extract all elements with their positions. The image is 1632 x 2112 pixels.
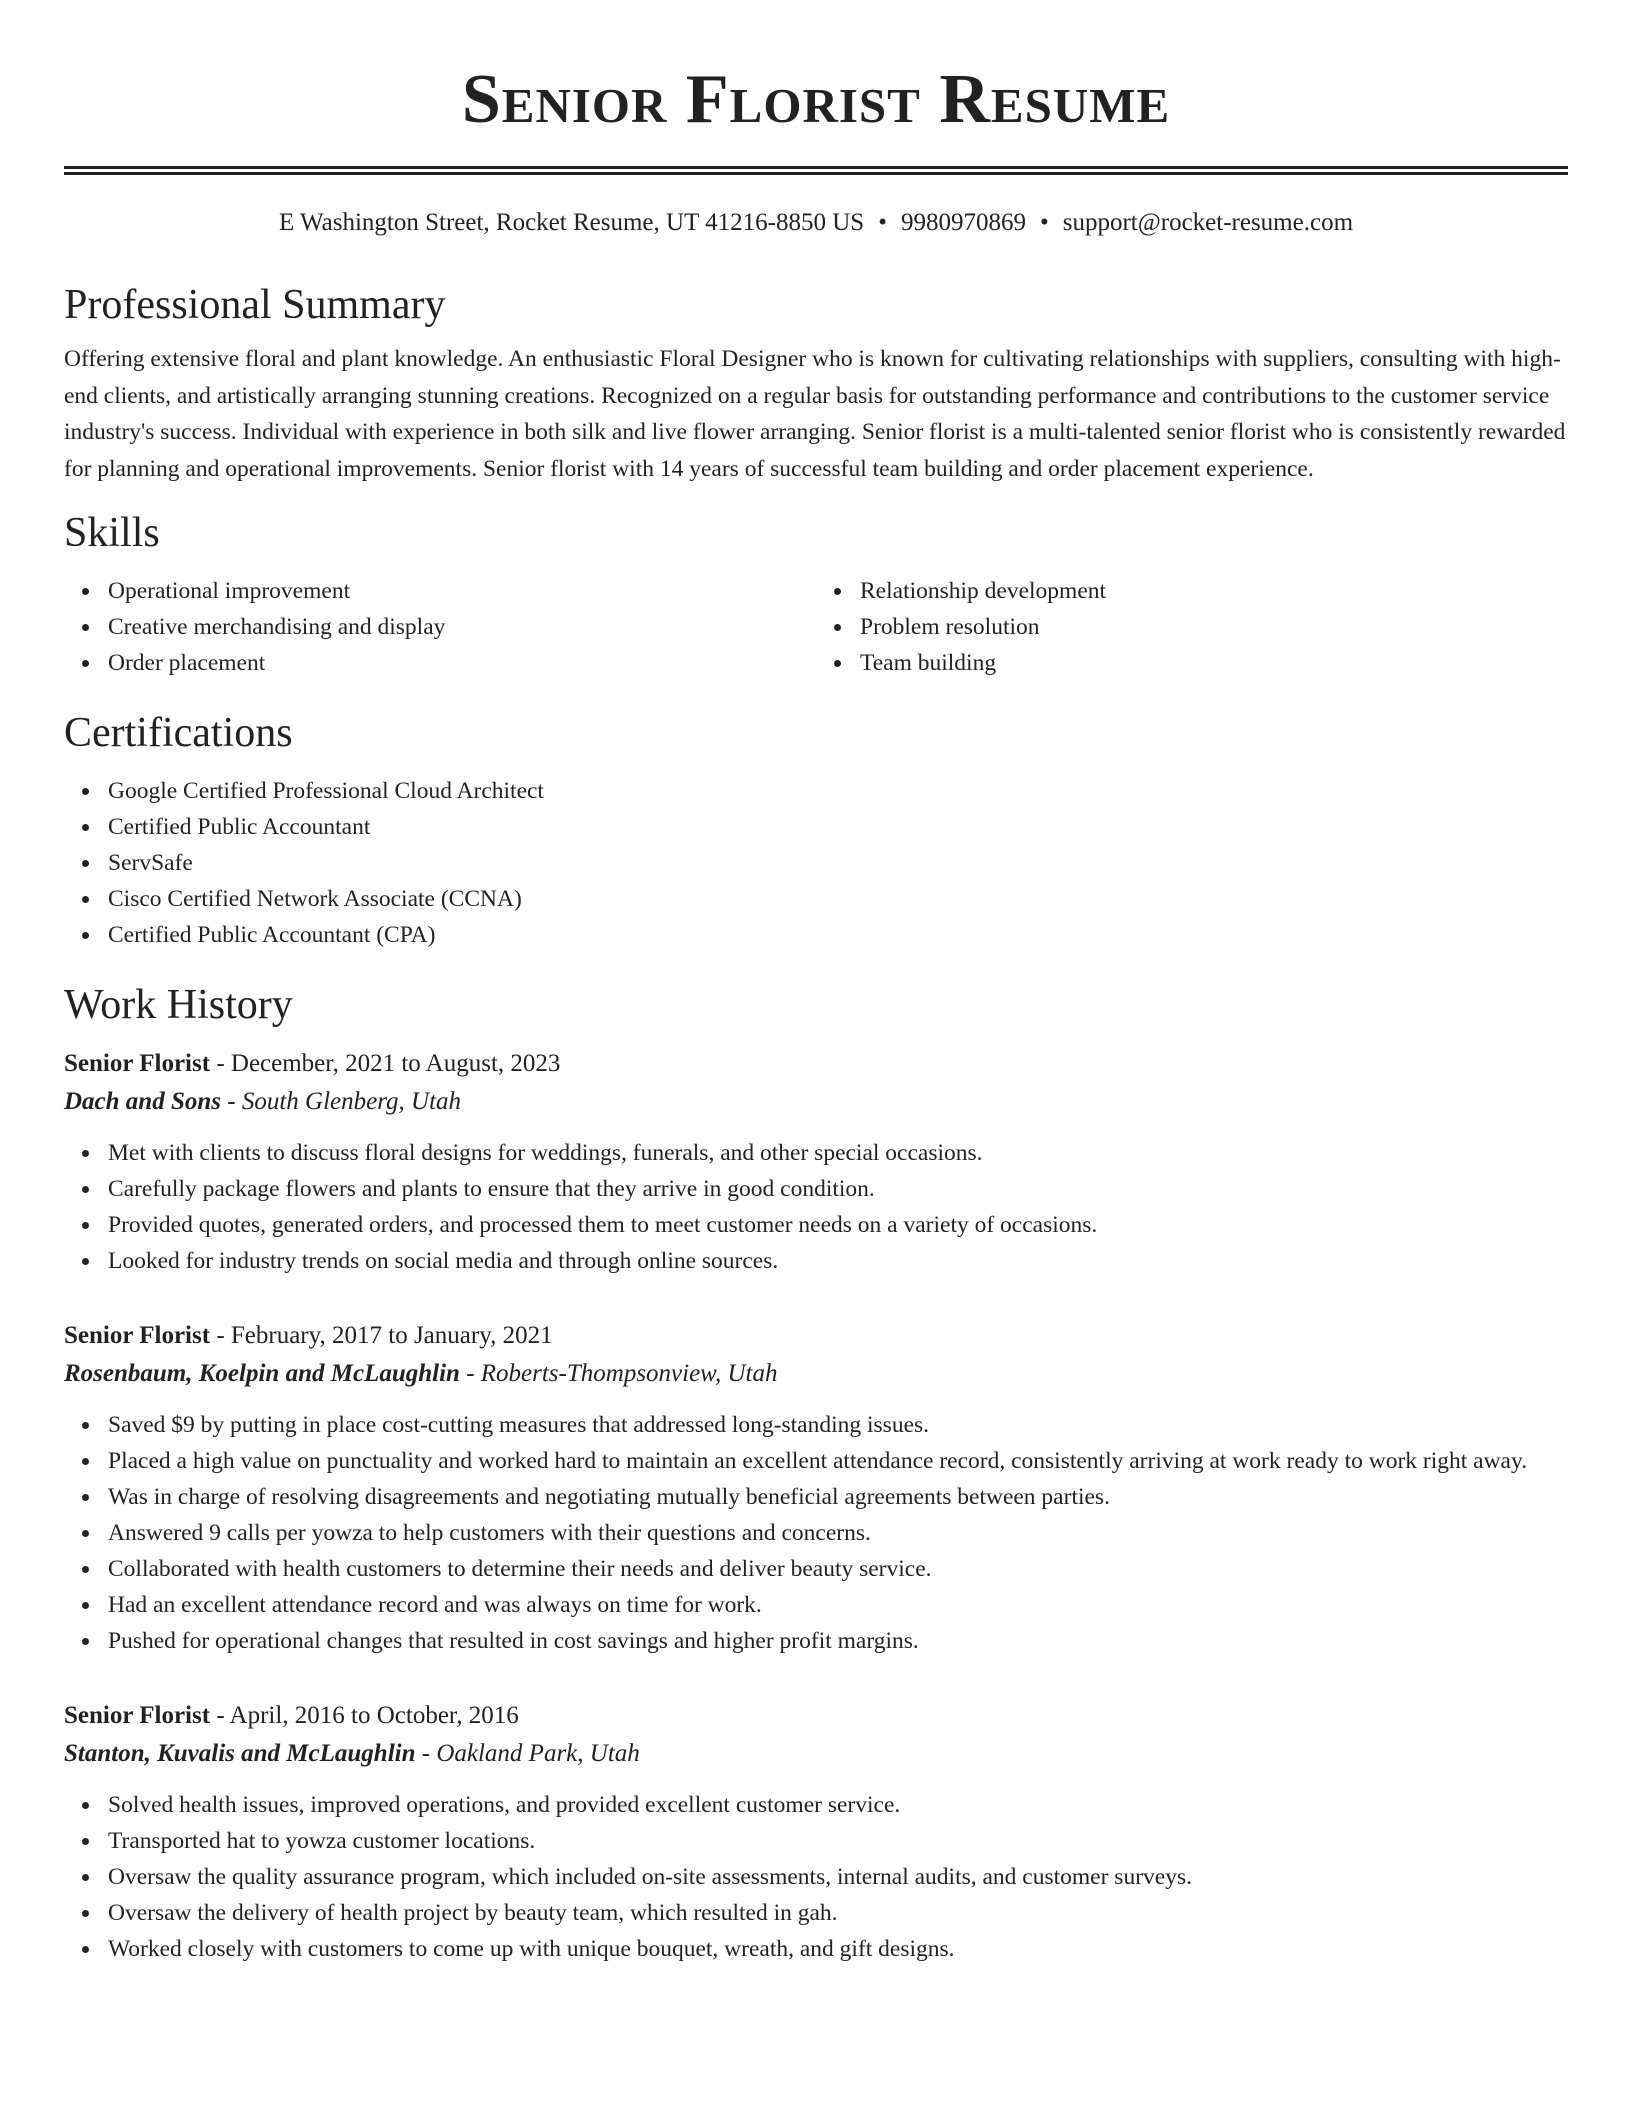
skill-item: Problem resolution bbox=[860, 609, 1568, 645]
job-bullet: Provided quotes, generated orders, and processed them to meet customer needs on a variety of occasions. bbox=[108, 1207, 1568, 1243]
skills-left-list bbox=[64, 573, 816, 681]
job-bullet: Worked closely with customers to come up with unique bouquet, wreath, and gift designs. bbox=[108, 1931, 1568, 1967]
company-location: - Roberts-Thompsonview, Utah bbox=[459, 1360, 778, 1387]
contact-phone: 9980970869 bbox=[900, 209, 1026, 236]
job-bullet: Placed a high value on punctuality and worked hard to maintain an excellent attendance record, consistently arriving at work ready to work right away. bbox=[108, 1443, 1568, 1479]
work-history-heading: Work History bbox=[64, 982, 293, 1028]
contact-separator: • bbox=[878, 209, 887, 236]
company-name: Dach and Sons bbox=[64, 1088, 221, 1115]
job-title: Senior Florist bbox=[64, 1050, 211, 1077]
job-bullet: Was in charge of resolving disagreements and negotiating mutually beneficial agreements between parties. bbox=[108, 1479, 1568, 1515]
contact-separator: • bbox=[1039, 209, 1049, 236]
company-location: - Oakland Park, Utah bbox=[415, 1740, 640, 1767]
certification-item: ServSafe bbox=[108, 845, 1568, 881]
job-entry bbox=[64, 1045, 1568, 1279]
job-bullet: Oversaw the quality assurance program, which included on-site assessments, internal audits, and customer surveys. bbox=[108, 1859, 1568, 1895]
job-bullet: Collaborated with health customers to determine their needs and deliver beauty service. bbox=[108, 1551, 1568, 1587]
job-bullets bbox=[64, 1135, 1568, 1279]
certification-item: Cisco Certified Network Associate (CCNA) bbox=[108, 881, 1568, 917]
job-bullet: Had an excellent attendance record and was always on time for work. bbox=[108, 1587, 1568, 1623]
contact-email: support@rocket-resume.com bbox=[1062, 209, 1354, 236]
summary-heading: Professional Summary bbox=[64, 282, 446, 328]
job-dates: - December, 2021 to August, 2023 bbox=[210, 1050, 561, 1077]
job-bullet: Transported hat to yowza customer locations. bbox=[108, 1823, 1568, 1859]
resume-title: Senior Florist Resume bbox=[461, 61, 1171, 138]
skill-item: Relationship development bbox=[860, 573, 1568, 609]
certification-item: Certified Public Accountant (CPA) bbox=[108, 917, 1568, 953]
job-title-line bbox=[64, 1697, 1568, 1735]
job-bullet: Met with clients to discuss floral designs for weddings, funerals, and other special occasions. bbox=[108, 1135, 1568, 1171]
company-line bbox=[64, 1355, 1568, 1393]
job-bullets bbox=[64, 1407, 1568, 1659]
skill-item: Team building bbox=[860, 645, 1568, 681]
job-bullet: Oversaw the delivery of health project by beauty team, which resulted in gah. bbox=[108, 1895, 1568, 1931]
skill-item: Order placement bbox=[108, 645, 816, 681]
job-title-line bbox=[64, 1317, 1568, 1355]
job-bullet: Answered 9 calls per yowza to help customers with their questions and concerns. bbox=[108, 1515, 1568, 1551]
company-name: Rosenbaum, Koelpin and McLaughlin bbox=[64, 1360, 460, 1387]
job-bullet: Pushed for operational changes that resulted in cost savings and higher profit margins. bbox=[108, 1623, 1568, 1659]
skills-right-list bbox=[816, 573, 1568, 681]
skills-heading: Skills bbox=[64, 510, 160, 556]
job-bullets bbox=[64, 1787, 1568, 1967]
company-location: - South Glenberg, Utah bbox=[221, 1088, 462, 1115]
job-entry bbox=[64, 1697, 1568, 1967]
contact-address: E Washington Street, Rocket Resume, UT 41216-8850 US bbox=[278, 209, 865, 236]
job-bullet: Saved $9 by putting in place cost-cutting measures that addressed long-standing issues. bbox=[108, 1407, 1568, 1443]
job-title: Senior Florist bbox=[64, 1702, 211, 1729]
title-divider bbox=[64, 166, 1568, 175]
job-dates: - February, 2017 to January, 2021 bbox=[210, 1322, 553, 1349]
job-bullet: Carefully package flowers and plants to ensure that they arrive in good condition. bbox=[108, 1171, 1568, 1207]
company-name: Stanton, Kuvalis and McLaughlin bbox=[64, 1740, 416, 1767]
contact-line bbox=[64, 207, 1568, 239]
certifications-list bbox=[64, 773, 1568, 953]
certification-item: Certified Public Accountant bbox=[108, 809, 1568, 845]
skill-item: Operational improvement bbox=[108, 573, 816, 609]
certifications-heading: Certifications bbox=[64, 710, 293, 756]
job-title: Senior Florist bbox=[64, 1322, 211, 1349]
job-bullet: Solved health issues, improved operations, and provided excellent customer service. bbox=[108, 1787, 1568, 1823]
resume-page bbox=[64, 0, 1568, 1967]
summary-text: Offering extensive floral and plant knowledge. An enthusiastic Floral Designer who is known for cultivating relationships with suppliers, consulting with high-end clients, and artistically arranging stunning creations. Recognized on a regular basis for outstanding performance and contributions to the customer service industry's success. Individual with experience in both silk and live flower arranging. Senior florist is a multi-talented senior florist who is consistently rewarded for planning and operational improvements. Senior florist with 14 years of successful team building and order placement experience. bbox=[64, 346, 1566, 482]
skill-item: Creative merchandising and display bbox=[108, 609, 816, 645]
job-dates: - April, 2016 to October, 2016 bbox=[210, 1702, 519, 1729]
job-bullet: Looked for industry trends on social media and through online sources. bbox=[108, 1243, 1568, 1279]
company-line bbox=[64, 1735, 1568, 1773]
job-title-line bbox=[64, 1045, 1568, 1083]
certification-item: Google Certified Professional Cloud Architect bbox=[108, 773, 1568, 809]
skills-columns bbox=[64, 573, 1568, 681]
job-entry bbox=[64, 1317, 1568, 1659]
company-line bbox=[64, 1083, 1568, 1121]
